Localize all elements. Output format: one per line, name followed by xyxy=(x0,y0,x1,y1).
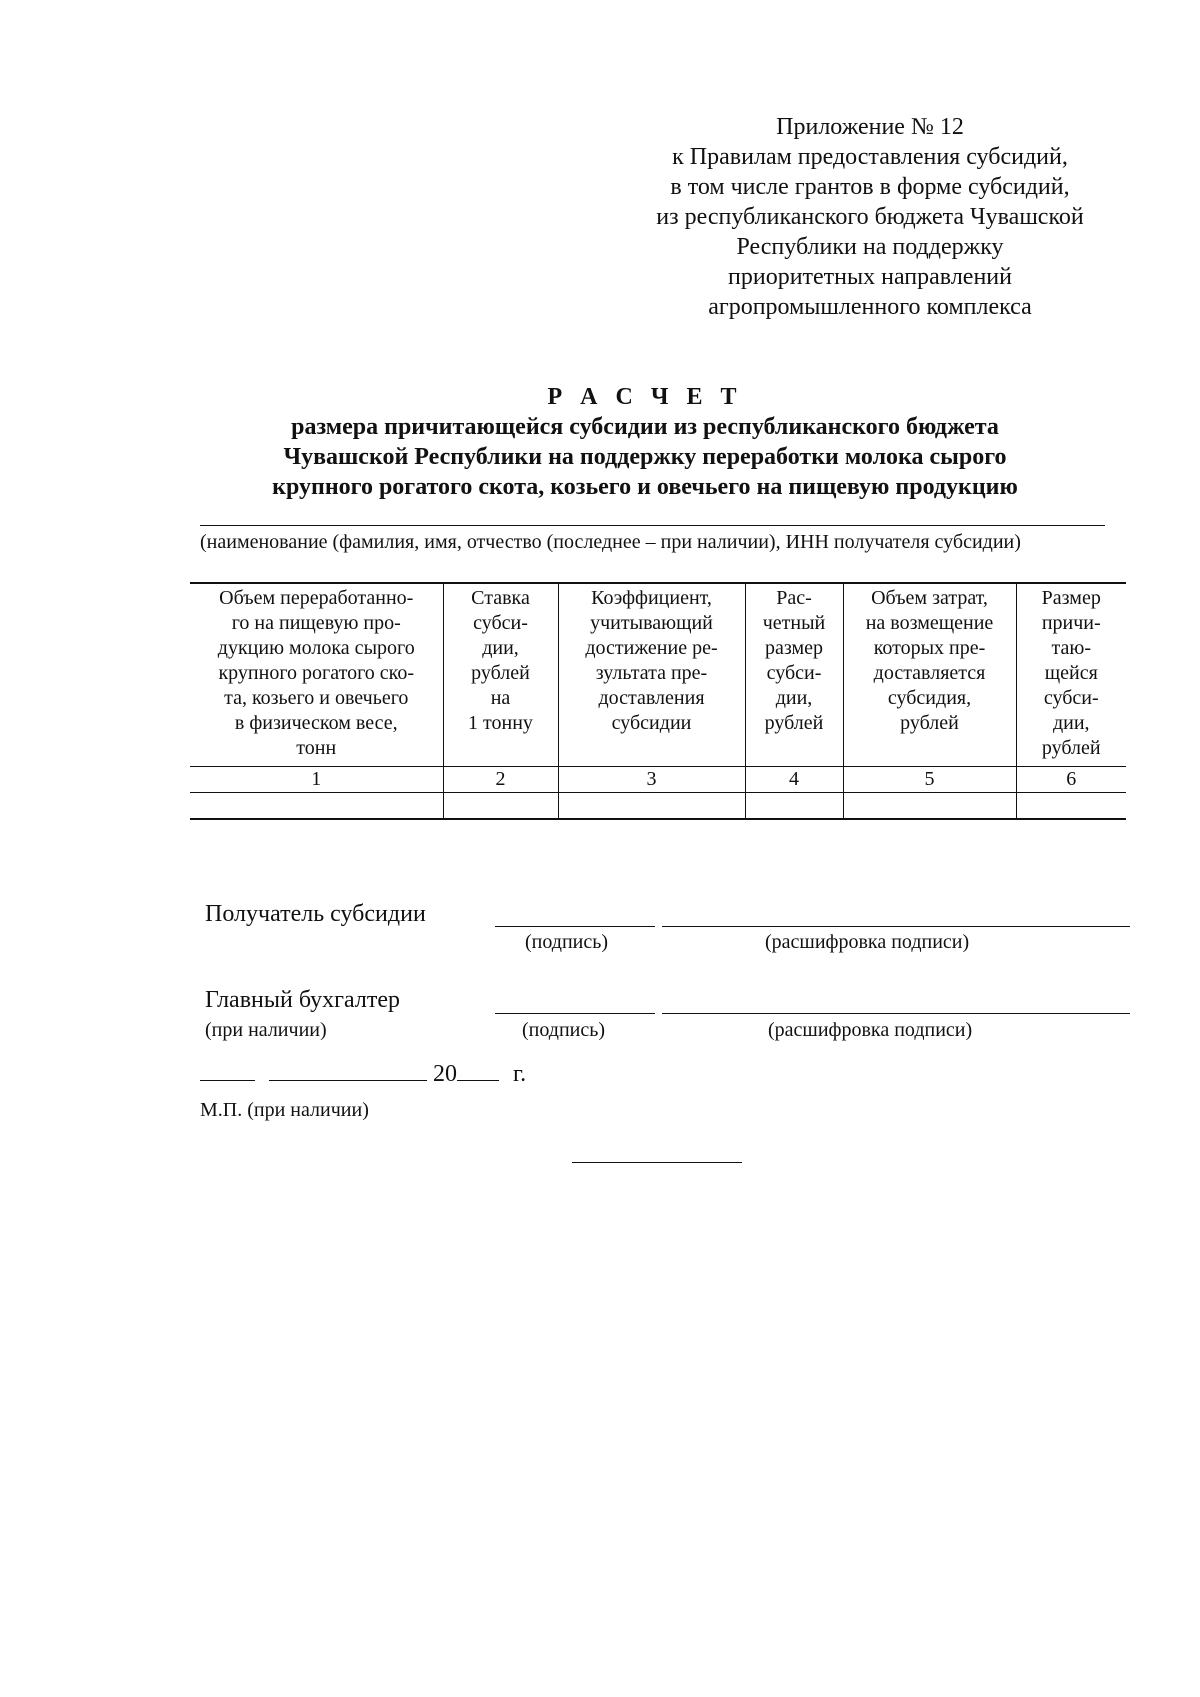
table-header-line: достижение ре- xyxy=(585,637,718,659)
appendix-line: Приложение № 12 xyxy=(776,114,964,140)
table-header-line: таю- xyxy=(1051,637,1091,659)
table-header-line: та, козьего и овечьего xyxy=(224,687,409,709)
year-prefix: 20 xyxy=(433,1061,457,1087)
recipient-caption: (наименование (фамилия, имя, отчество (последнее – при наличии), ИНН получателя субсидии) xyxy=(200,531,1021,553)
table-header-line: доставления xyxy=(598,687,705,709)
table-header-line: дии, xyxy=(775,687,813,709)
column-number-cell: 2 xyxy=(443,767,558,793)
recipient-label: Получатель субсидии xyxy=(205,901,426,927)
signature-caption: (подпись) xyxy=(522,1019,606,1041)
table-header-line: субсидии xyxy=(611,712,692,734)
date-row xyxy=(200,1054,526,1088)
table-header-line: щейся xyxy=(1044,662,1098,684)
data-cell[interactable] xyxy=(443,793,558,820)
column-number-cell: 6 xyxy=(1016,767,1126,793)
column-number-cell: 1 xyxy=(190,767,443,793)
table-header-line: тонн xyxy=(296,737,337,759)
table-header-line: Объем переработанно- xyxy=(219,587,414,609)
table-header-line: Рас- xyxy=(776,587,812,609)
decoding-caption: (расшифровка подписи) xyxy=(765,931,970,953)
title-line: Чувашской Республики на поддержку переработки молока сырого xyxy=(283,444,1007,470)
table-header-cell xyxy=(558,583,745,767)
data-cell[interactable] xyxy=(1016,793,1126,820)
table-header-line: крупного рогатого ско- xyxy=(218,662,415,684)
table-header-cell xyxy=(1016,583,1126,767)
table-header-line: Объем затрат, xyxy=(871,587,988,609)
table-header-line: на возмещение xyxy=(865,612,994,634)
stamp-label: М.П. (при наличии) xyxy=(200,1099,369,1121)
data-cell[interactable] xyxy=(745,793,843,820)
recipient-decoding-line[interactable] xyxy=(662,926,1130,927)
appendix-header xyxy=(620,112,1120,322)
table-header-line: в физическом весе, xyxy=(234,712,398,734)
appendix-line: Республики на поддержку xyxy=(736,234,1004,260)
appendix-line: к Правилам предоставления субсидий, xyxy=(672,144,1068,170)
table-header-row xyxy=(190,583,1126,767)
end-rule xyxy=(572,1162,742,1163)
table-header-line: субси- xyxy=(766,662,822,684)
year-blank[interactable] xyxy=(457,1054,499,1081)
table-header-line: которых пре- xyxy=(873,637,986,659)
table-header-line: рублей xyxy=(764,712,824,734)
table-header-line: на xyxy=(490,687,511,709)
table-header-line: доставляется xyxy=(873,662,986,684)
table-row xyxy=(190,767,1126,793)
table-header-line: субсидия, xyxy=(887,687,972,709)
table-header-line: субси- xyxy=(473,612,528,634)
recipient-signature-line[interactable] xyxy=(495,926,655,927)
table-header-line: Размер xyxy=(1041,587,1101,609)
table-header-line: го на пищевую про- xyxy=(231,612,401,634)
table-header-line: Коэффициент, xyxy=(591,587,712,609)
year-suffix: г. xyxy=(513,1061,527,1087)
appendix-line: в том числе грантов в форме субсидий, xyxy=(670,174,1070,200)
appendix-line: приоритетных направлений xyxy=(728,264,1012,290)
title-main: Р А С Ч Е Т xyxy=(547,384,743,410)
table-header-cell xyxy=(745,583,843,767)
recipient-name-line[interactable] xyxy=(200,525,1105,526)
accountant-label: Главный бухгалтер xyxy=(205,987,400,1013)
table-header-line: 1 тонну xyxy=(468,712,533,734)
table-header-line: Ставка xyxy=(471,587,530,609)
table-header-line: рублей xyxy=(900,712,959,734)
decoding-caption: (расшифровка подписи) xyxy=(768,1019,973,1041)
table-header-line: причи- xyxy=(1041,612,1101,634)
appendix-line: агропромышленного комплекса xyxy=(708,294,1032,320)
table-header-line: дукцию молока сырого xyxy=(217,637,415,659)
table-header-line: дии, xyxy=(482,637,519,659)
table-header-line: зультата пре- xyxy=(595,662,708,684)
table-header-line: учитывающий xyxy=(590,612,713,634)
accountant-sub: (при наличии) xyxy=(205,1019,327,1041)
data-cell[interactable] xyxy=(558,793,745,820)
column-number-cell: 4 xyxy=(745,767,843,793)
accountant-signature-line[interactable] xyxy=(495,1013,655,1014)
document-title xyxy=(190,382,1100,502)
table-header-line: субси- xyxy=(1043,687,1099,709)
column-number-cell: 3 xyxy=(558,767,745,793)
table-header-line: четный xyxy=(762,612,826,634)
table-header-line: рублей xyxy=(1041,737,1101,759)
column-number-cell: 5 xyxy=(843,767,1016,793)
day-blank[interactable] xyxy=(200,1054,255,1081)
table-header-line: рублей xyxy=(471,662,530,684)
data-cell[interactable] xyxy=(843,793,1016,820)
month-blank[interactable] xyxy=(269,1054,427,1081)
table-row xyxy=(190,793,1126,820)
table-header-cell xyxy=(190,583,443,767)
data-cell[interactable] xyxy=(190,793,443,820)
title-line: размера причитающейся субсидии из республиканского бюджета xyxy=(291,414,999,440)
title-line: крупного рогатого скота, козьего и овечьего на пищевую продукцию xyxy=(272,474,1018,500)
signature-caption: (подпись) xyxy=(525,931,609,953)
table-header-cell xyxy=(843,583,1016,767)
appendix-line: из республиканского бюджета Чувашской xyxy=(656,204,1084,230)
table-header-line: размер xyxy=(764,637,824,659)
table-header-cell xyxy=(443,583,558,767)
accountant-decoding-line[interactable] xyxy=(662,1013,1130,1014)
calculation-table xyxy=(190,582,1126,820)
table-header-line: дии, xyxy=(1052,712,1090,734)
